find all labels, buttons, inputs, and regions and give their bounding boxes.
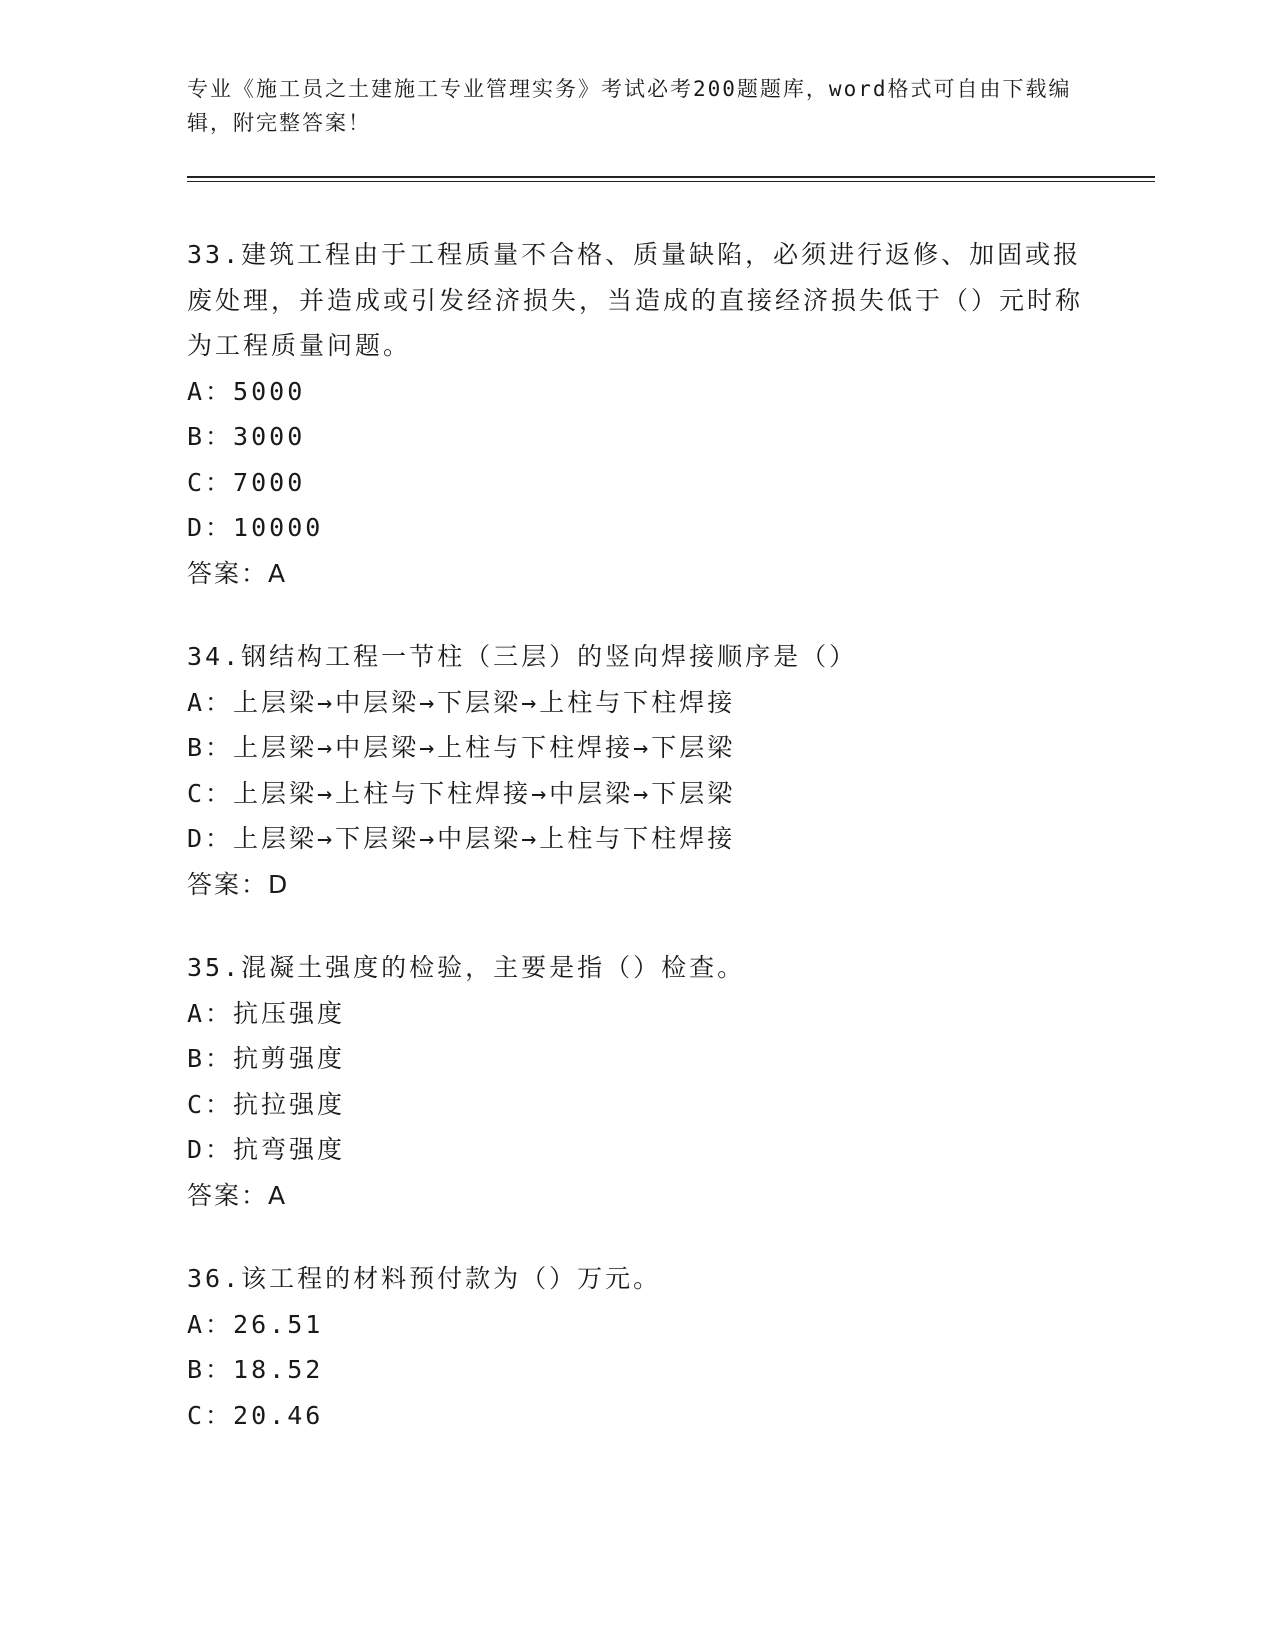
option-d: D：抗弯强度 <box>187 1135 346 1164</box>
option-b: B：18.52 <box>187 1355 324 1384</box>
option-c: C：7000 <box>187 467 306 497</box>
option-c: C：20.46 <box>187 1400 324 1430</box>
option-a: A：5000 <box>187 376 306 406</box>
answer-line: 答案：A <box>187 558 288 588</box>
header-divider-thin <box>187 181 1155 182</box>
option-b: B：3000 <box>187 422 306 451</box>
option-a: A：抗压强度 <box>187 998 346 1028</box>
option-b: B：抗剪强度 <box>187 1044 346 1073</box>
question-stem: 35.混凝土强度的检验，主要是指（）检查。 <box>187 953 746 982</box>
option-a: A：26.51 <box>187 1309 324 1339</box>
question-stem: 36.该工程的材料预付款为（）万元。 <box>187 1264 662 1293</box>
document-header: 专业《施工员之土建施工专业管理实务》考试必考200题题库，word格式可自由下载编辑，附完整答案！ <box>187 77 1072 135</box>
option-d: D：上层梁→下层梁→中层梁→上柱与下柱焊接 <box>187 824 736 853</box>
question-33 <box>187 232 1087 596</box>
header-divider-thick <box>187 176 1155 178</box>
option-c: C：抗拉强度 <box>187 1089 346 1119</box>
question-stem: 33.建筑工程由于工程质量不合格、质量缺陷，必须进行返修、加固或报废处理，并造成或引发经济损失，当造成的直接经济损失低于（）元时称为工程质量问题。 <box>187 240 1084 360</box>
question-36 <box>187 1256 1087 1438</box>
option-b: B：上层梁→中层梁→上柱与下柱焊接→下层梁 <box>187 733 736 762</box>
option-a: A：上层梁→中层梁→下层梁→上柱与下柱焊接 <box>187 687 736 717</box>
question-list <box>187 232 1087 1476</box>
answer-line: 答案：D <box>187 869 290 899</box>
question-34 <box>187 634 1087 907</box>
option-d: D：10000 <box>187 513 324 542</box>
answer-line: 答案：A <box>187 1180 288 1210</box>
option-c: C：上层梁→上柱与下柱焊接→中层梁→下层梁 <box>187 778 736 808</box>
question-35 <box>187 945 1087 1218</box>
question-stem: 34.钢结构工程一节柱（三层）的竖向焊接顺序是（） <box>187 642 858 671</box>
